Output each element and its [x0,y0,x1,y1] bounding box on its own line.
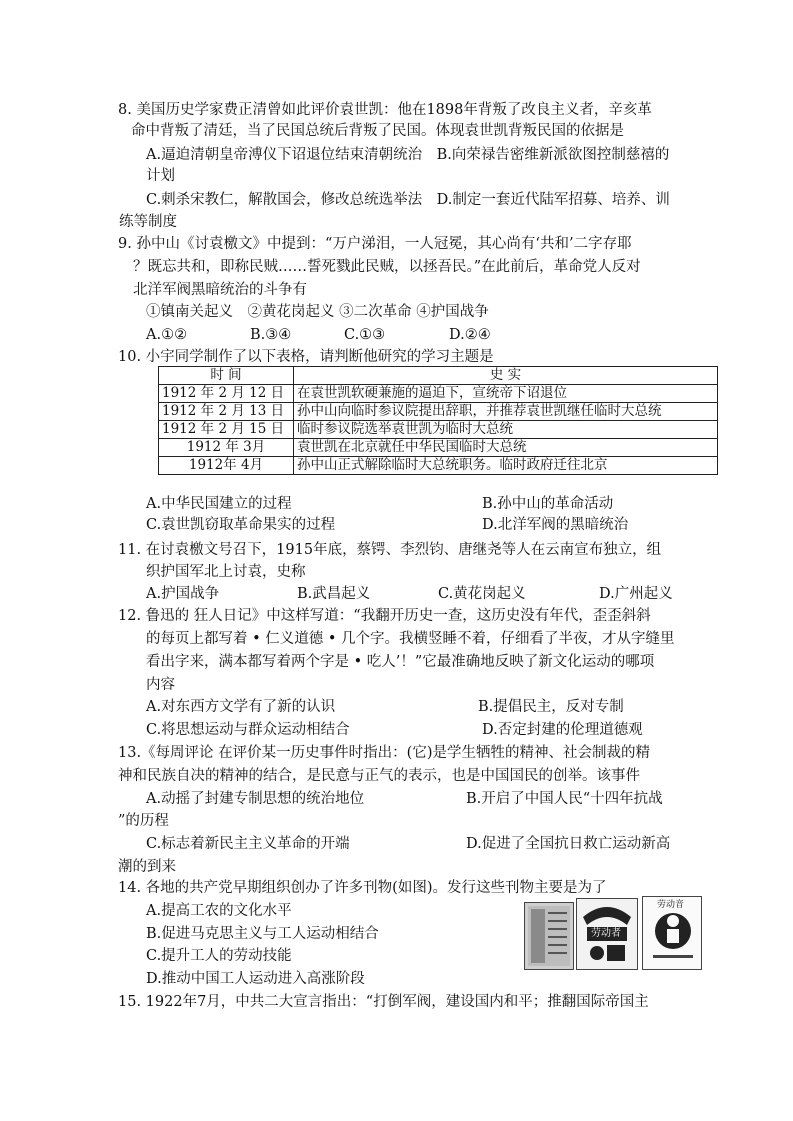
q8-stem-line2: 命中背叛了清廷，当了民国总统后背叛了民国。体现袁世凯背叛民国的依据是 [131,123,624,139]
q10-stem: 10. 小宇同学制作了以下表格，请判断他研究的学习主题是 [118,349,494,365]
table-row [159,421,718,439]
q9-items: ①镇南关起义 ②黄花岗起义 ③二次革命 ④护国战争 [146,304,489,320]
table-cell-fact: 袁世凯在北京就任中华民国临时大总统 [294,439,718,457]
q9-option-a: A.①② [146,327,188,343]
q14-option-c: C.提升工人的劳动技能 [146,948,292,964]
q11-option-b: B.武昌起义 [297,586,371,602]
q15-stem-line1: 15. 1922年7月，中共二大宣言指出：“打倒军阀，建设国内和平；推翻国际帝国主 [118,994,649,1010]
q13-stem-line1: 13.《每周评论 在评价某一历史事件时指出：(它)是学生牺牲的精神、社会制裁的精 [118,745,650,761]
table-header-fact: 史 实 [294,367,718,385]
periodical-cover-3 [642,896,702,970]
table-cell-fact: 临时参议院选举袁世凯为临时大总统 [294,421,718,439]
q13-option-b: B.开启了中国人民“十四年抗战 [466,791,663,807]
q11-option-a: A.护国战争 [146,586,220,602]
q9-stem-line2: ？既忘共和，即称民贼……誓死戮此民贼，以拯吾民。”在此前后，革命党人反对 [133,259,641,275]
table-header-row [159,367,718,385]
q11-option-d: D.广州起义 [599,586,673,602]
q13-option-d-cont: 潮的到来 [118,859,176,875]
q9-option-d: D.②④ [449,327,491,343]
q9-stem-line1: 9. 孙中山《讨袁檄文》中提到：“万户涕泪，一人冠冕，其心尚有‘共和’二字存耶 [118,236,632,252]
table-cell-time: 1912 年 2 月 13 日 [159,403,294,421]
table-row [159,457,718,475]
q9-stem-line3: 北洋军阀黑暗统治的斗争有 [133,282,307,298]
table-row [159,385,718,403]
q12-option-b: B.提倡民主，反对专制 [478,699,624,715]
q11-option-c: C.黄花岗起义 [438,586,526,602]
q10-option-d: D.北洋军阀的黑暗统治 [482,517,629,533]
table-cell-fact: 孙中山正式解除临时大总统职务。临时政府迁往北京 [294,457,718,475]
table-cell-time: 1912 年 3月 [159,439,294,457]
q14-option-d: D.推动中国工人运动进入高涨阶段 [146,971,365,987]
table-cell-time: 1912年 4月 [159,457,294,475]
q9-option-b: B.③④ [250,327,292,343]
q10-option-a: A.中华民国建立的过程 [146,496,292,512]
q12-option-d: D.否定封建的伦理道德观 [482,722,643,738]
q8-option-d-cont: 练等制度 [119,214,177,230]
q12-stem-line2: 的每页上都写着 • 仁义道德 • 几个字。我横竖睡不着，仔细看了半夜，才从字缝里 [146,631,675,647]
q8-option-b-cont: 计划 [146,168,175,184]
table-cell-fact: 在袁世凯软硬兼施的逼迫下，宣统帝下诏退位 [294,385,718,403]
periodical-title-3: 劳动音 [657,900,685,910]
q12-stem-line1: 12. 鲁迅的 狂人日记》中这样写道：“我翻开历史一查，这历史没有年代，歪歪斜斜 [118,608,651,624]
table-row [159,439,718,457]
q9-option-c: C.①③ [344,327,386,343]
q10-history-table [158,366,718,475]
q13-option-b-cont: ”的历程 [118,813,169,829]
q8-option-c-d: C.刺杀宋教仁，解散国会，修改总统选举法 D.制定一套近代陆军招募、培养、训 [146,192,670,208]
q12-option-c: C.将思想运动与群众运动相结合 [146,722,350,738]
table-cell-fact: 孙中山向临时参议院提出辞职，并推荐袁世凯继任临时大总统 [294,403,718,421]
q12-stem-line3: 看出字来，满本都写着两个字是 • 吃人’！”它最准确地反映了新文化运动的哪项 [146,654,655,670]
q13-option-d: D.促进了全国抗日救亡运动新高 [466,836,671,852]
periodical-title-2: 劳动者 [591,928,621,939]
newspaper-texture-icon [525,903,573,969]
periodicals-image [524,896,700,970]
periodical-cover-1 [524,902,574,970]
q13-option-c: C.标志着新民主主义革命的开端 [146,836,350,852]
q11-stem-line1: 11. 在讨袁檄文号召下，1915年底，蔡锷、李烈钧、唐继尧等人在云南宣布独立，组 [118,542,662,558]
periodical-cover-2 [576,898,638,970]
q12-stem-line4: 内容 [146,677,175,693]
q14-option-a: A.提高工农的文化水平 [146,903,292,919]
table-cell-time: 1912 年 2 月 15 日 [159,421,294,439]
table-cell-time: 1912 年 2 月 12 日 [159,385,294,403]
q12-option-a: A.对东西方文学有了新的认识 [146,699,336,715]
q8-option-a-b: A.逼迫清朝皇帝溥仪下诏退位结束清朝统治 B.向荣禄告密维新派欲图控制慈禧的 [146,147,670,163]
q13-stem-line2: 神和民族自决的精神的结合，是民意与正气的表示，也是中国国民的创举。该事件 [118,768,640,784]
q8-stem-line1: 8. 美国历史学家费正清曾如此评价袁世凯：他在1898年背叛了改良主义者，辛亥革 [118,102,652,118]
table-header-time: 时 间 [159,367,294,385]
q11-stem-line2: 织护国军北上讨袁，史称 [146,564,306,580]
q13-option-a: A.动摇了封建专制思想的统治地位 [146,791,365,807]
q10-option-b: B.孙中山的革命活动 [482,496,614,512]
table-row [159,403,718,421]
q10-option-c: C.袁世凯窃取革命果实的过程 [146,517,336,533]
q14-option-b: B.促进马克思主义与工人运动相结合 [146,926,379,942]
q14-stem: 14. 各地的共产党早期组织创办了许多刊物(如图)。发行这些刊物主要是为了 [118,880,607,896]
